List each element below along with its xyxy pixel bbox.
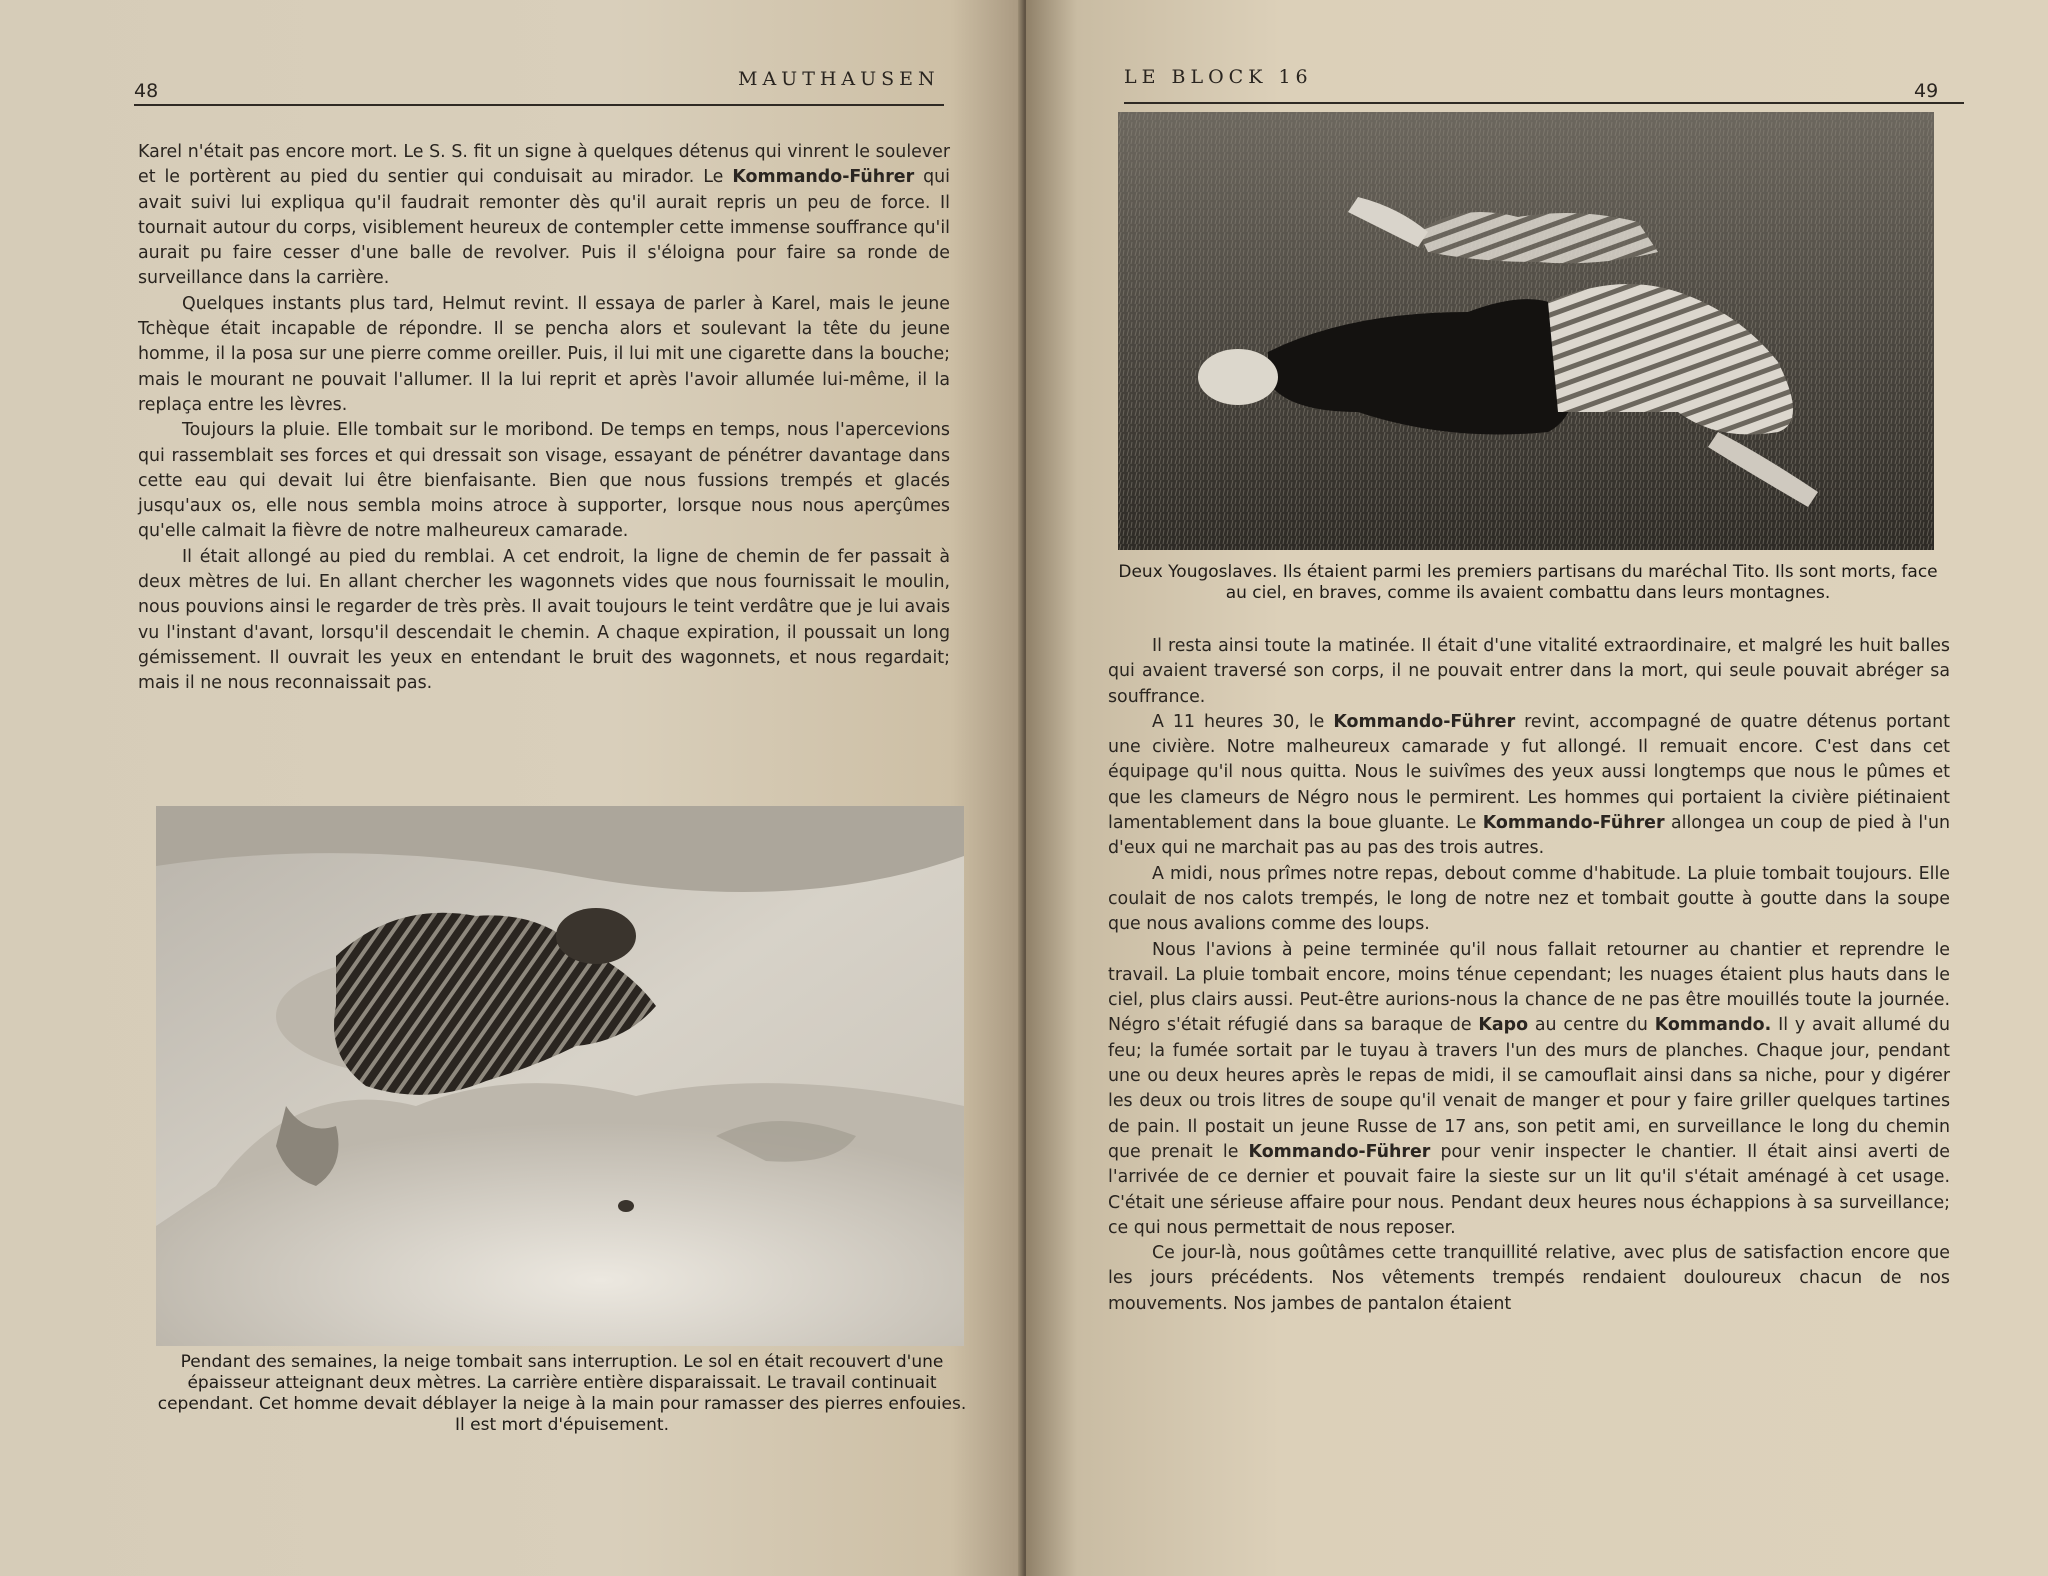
paragraph: [1108, 938, 1950, 1242]
right-page: [1026, 0, 2048, 1576]
paragraph: [1108, 862, 1950, 938]
text-run: Karel n'était pas encore mort. Le S. S. fit un signe à quelques détenus qui vinrent le soulever et le portèrent au pied du sentier qui conduisait au mirador. Le: [138, 142, 950, 188]
text-run: Toujours la pluie. Elle tombait sur le moribond. De temps en temps, nous l'apercevions qui rassemblait ses forces et qui dressait son visage, essayant de pénétrer davantage dans cette eau qui devait lui être bienfaisante. Bien que nous fussions trempés et glacés jusqu'aux os, elle nous sembla moins atroce à supporter, lorsque nous nous aperçûmes qu'elle calmait la fièvre de notre malheureux camarade.: [138, 420, 950, 542]
text-run: qui avait suivi lui expliqua qu'il faudrait remonter dès qu'il aurait repris un peu de force. Il tournait autour du corps, visiblement heureux de contempler cette immense souffrance qu'il aurait pu faire cesser d'une balle de revolver. Puis il s'éloigna pour faire sa ronde de surveillance dans la carrière.: [138, 167, 950, 289]
text-run: au centre du: [1528, 1015, 1655, 1036]
text-run: Ce jour-là, nous goûtâmes cette tranquillité relative, avec plus de satisfaction encore que les jours précédents. Nos vêtements trempés rendaient douloureux chacun de nos mouvements. Nos jambes de pantalon étaient: [1108, 1243, 1950, 1314]
text-run: Il était allongé au pied du remblai. A cet endroit, la ligne de chemin de fer passait à deux mètres de lui. En allant chercher les wagonnets vides que nous fournissait le moulin, nous pouvions ainsi le regarder de très près. Il avait toujours le teint verdâtre que je lui avais vu l'instant d'avant, lorsqu'il descendait le chemin. A chaque expiration, il poussait un long gémissement. Il ouvrait les yeux en entendant le bruit des wagonnets, et nous regardait; mais il ne nous reconnaissait pas.: [138, 546, 950, 694]
paragraph: [1108, 1241, 1950, 1317]
paragraph: [138, 545, 950, 697]
bold-term: Kommando.: [1654, 1015, 1772, 1036]
photo-caption: Deux Yougoslaves. Ils étaient parmi les premiers partisans du maréchal Tito. Ils sont morts, face au ciel, en braves, comme ils avaient combattu dans leurs montagnes.: [1118, 562, 1938, 603]
grass-photo: [1118, 112, 1934, 550]
snow-photo: [156, 806, 964, 1346]
left-page: [0, 0, 1022, 1576]
text-run: A midi, nous prîmes notre repas, debout comme d'habitude. La pluie tombait toujours. Elle coulait de nos calots trempés, le long de notre nez et tombait goutte à goutte dans la soupe que nous avalions comme des loups.: [1108, 863, 1950, 935]
paragraph: [138, 292, 950, 418]
text-run: pour venir inspecter le chantier. Il était ainsi averti de l'arrivée de ce dernier et pouvait faire la sieste sur un lit qu'il s'était aménagé à cet usage. C'était une sérieuse affaire pour nous. Pendant deux heures nous échappions à sa surveillance; ce qui nous permettait de nous reposer.: [1108, 1141, 1950, 1238]
photo-caption: Pendant des semaines, la neige tombait sans interruption. Le sol en était recouvert d'une épaisseur atteignant deux mètres. La carrière entière disparaissait. Le travail continuait cependant. Cet homme devait déblayer la neige à la main pour ramasser des pierres enfouies. Il est mort d'épuisement.: [157, 1352, 967, 1435]
body-text: [1108, 634, 1950, 1317]
running-title: LE BLOCK 16: [1124, 66, 1313, 88]
text-run: Quelques instants plus tard, Helmut revint. Il essaya de parler à Karel, mais le jeune Tchèque était incapable de répondre. Il se pencha alors et soulevant la tête du jeune homme, il la posa sur une pierre comme oreiller. Puis, il lui mit une cigarette dans la bouche; mais le mourant ne pouvait l'allumer. Il la lui reprit et après l'avoir allumée lui-même, il la replaça entre les lèvres.: [138, 293, 950, 415]
bold-term: Kapo: [1478, 1015, 1529, 1036]
text-run: A 11 heures 30, le: [1152, 711, 1334, 732]
bold-term: Kommando-Führer: [1333, 711, 1516, 732]
running-title: MAUTHAUSEN: [738, 68, 940, 90]
bold-term: Kommando-Führer: [732, 167, 915, 188]
paragraph: [1108, 710, 1950, 862]
text-run: Il resta ainsi toute la matinée. Il était d'une vitalité extraordinaire, et malgré les huit balles qui avaient traversé son corps, il ne pouvait entrer dans la mort, qui seule pouvait abréger sa souffrance.: [1108, 636, 1950, 707]
text-run: Il y avait allumé du feu; la fumée sortait par le tuyau à travers l'un des murs de planches. Chaque jour, pendant une ou deux heures après le repas de midi, il se camouflait ainsi dans sa niche, pour y digérer les deux ou trois litres de soupe qu'il venait de manger et pour y faire griller quelques tartines de pain. Il postait un jeune Russe de 17 ans, son petit ami, en surveillance le long du chemin que prenait le: [1108, 1015, 1950, 1162]
header-rule: [134, 104, 944, 106]
text-run: allongea un coup de pied à l'un d'eux qui ne marchait pas au pas des trois autres.: [1108, 813, 1950, 859]
paragraph: [138, 418, 950, 544]
body-text: [138, 140, 950, 697]
paragraph: [1108, 634, 1950, 710]
text-run: revint, accompagné de quatre détenus portant une civière. Notre malheureux camarade y fut allongé. Il remuait encore. C'est dans cet équipage qu'il nous quitta. Nous le suivîmes des yeux aussi longtemps que nous le pûmes et que les clameurs de Négro nous le permirent. Les hommes qui portaient la civière piétinaient lamentablement dans la boue gluante. Le: [1108, 711, 1950, 834]
text-run: Nous l'avions à peine terminée qu'il nous fallait retourner au chantier et reprendre le travail. La pluie tombait encore, moins ténue cependant; les nuages étaient plus hauts dans le ciel, plus clairs aussi. Peut-être aurions-nous la chance de ne pas être mouillés toute la journée. Négro s'était réfugié dans sa baraque de: [1108, 939, 1950, 1036]
page-number: 48: [134, 80, 159, 102]
header-rule: [1124, 102, 1964, 104]
paragraph: [138, 140, 950, 292]
bold-term: Kommando-Führer: [1482, 813, 1665, 834]
page-number: 49: [1914, 80, 1939, 102]
bold-term: Kommando-Führer: [1248, 1141, 1431, 1162]
